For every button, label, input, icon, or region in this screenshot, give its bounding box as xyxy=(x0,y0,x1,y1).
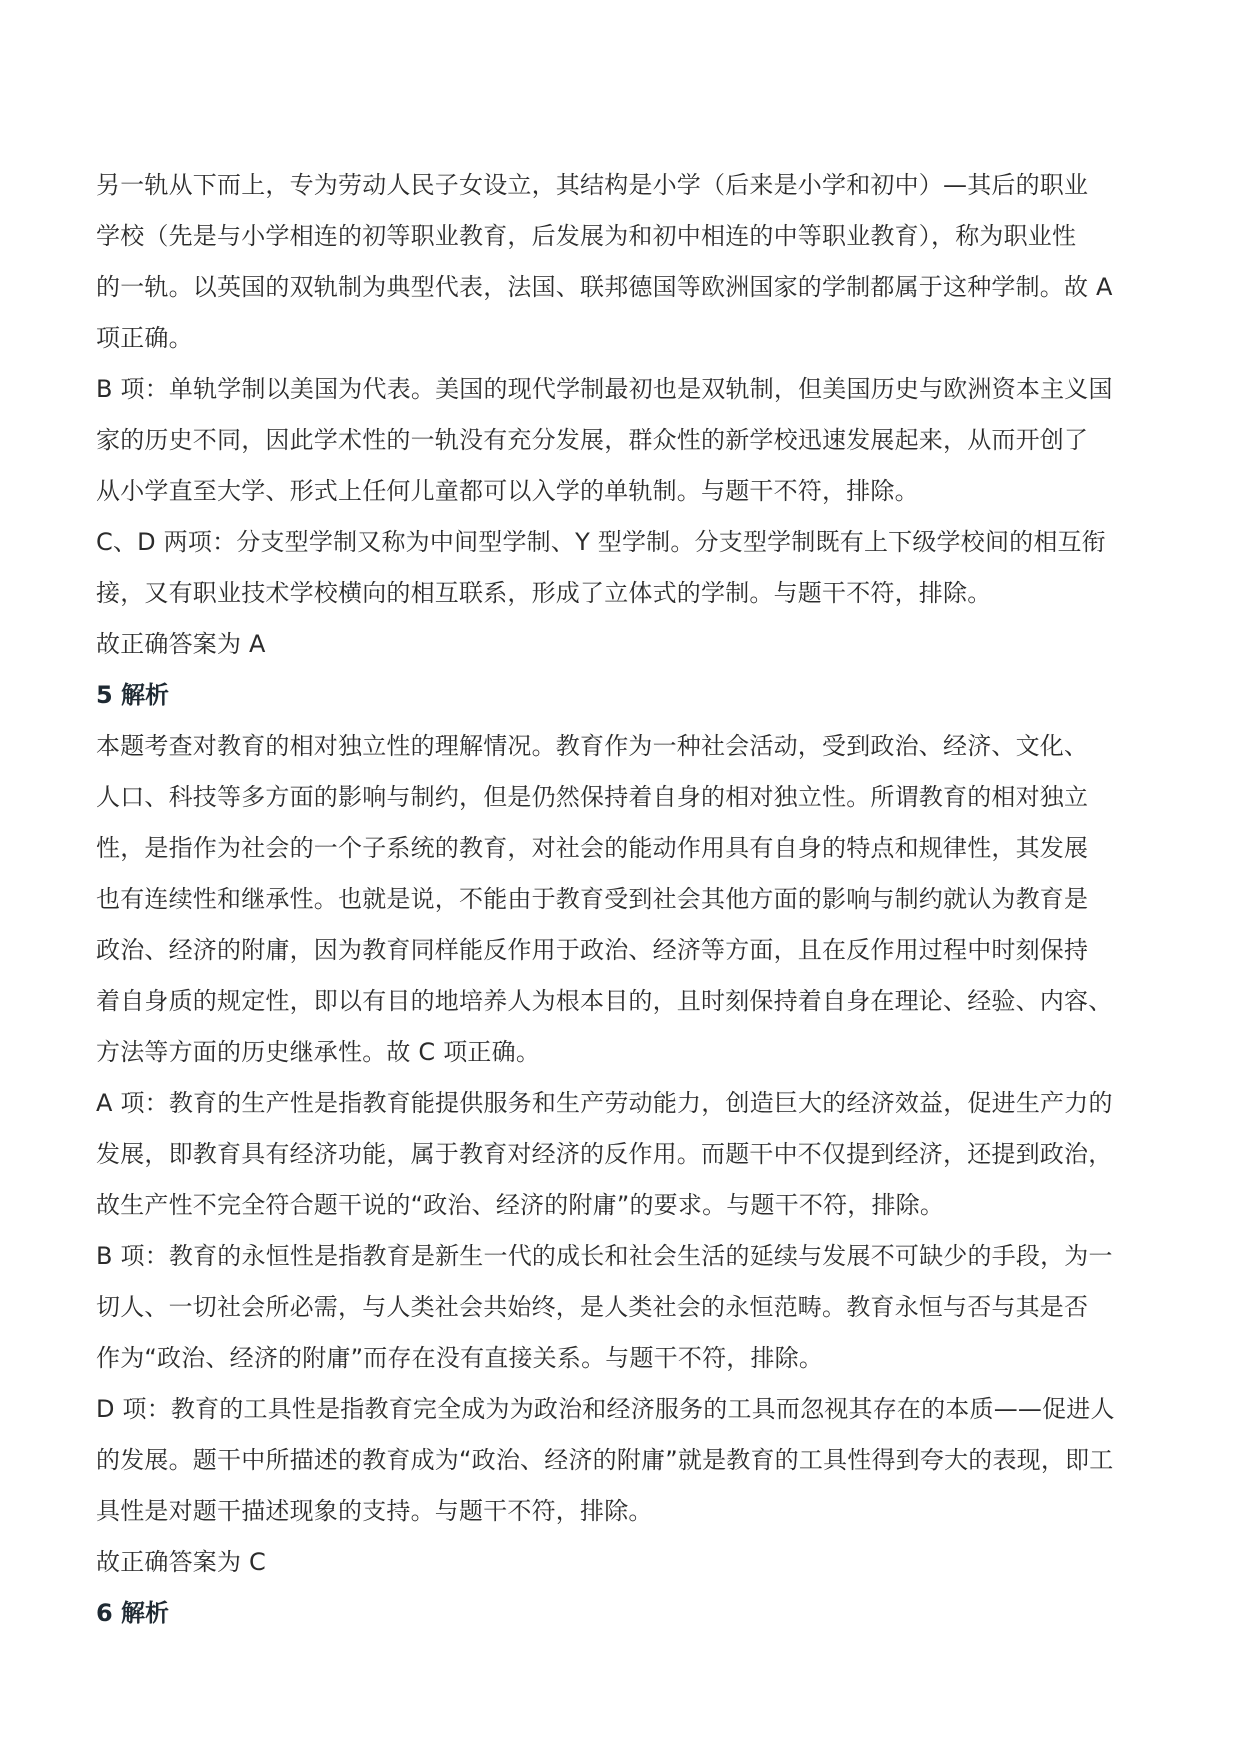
section-heading-6: 6 解析 xyxy=(96,1599,170,1627)
paragraph-option-d-instrumentality xyxy=(96,1384,1146,1537)
text-line: 家的历史不同，因此学术性的一轨没有充分发展，群众性的新学校迅速发展起来，从而开创了 xyxy=(96,426,1089,454)
paragraph-relative-independence xyxy=(96,721,1146,1078)
text-line: 的一轨。以英国的双轨制为典型代表，法国、联邦德国等欧洲国家的学制都属于这种学制。故 A xyxy=(96,273,1113,301)
text-line: 着自身质的规定性，即以有目的地培养人为根本目的，且时刻保持着自身在理论、经验、内容、 xyxy=(96,987,1113,1015)
text-line: A 项：教育的生产性是指教育能提供服务和生产劳动能力，创造巨大的经济效益，促进生产力的 xyxy=(96,1089,1113,1117)
text-line: 人口、科技等多方面的影响与制约，但是仍然保持着自身的相对独立性。所谓教育的相对独立 xyxy=(96,783,1089,811)
text-line: 本题考查对教育的相对独立性的理解情况。教育作为一种社会活动，受到政治、经济、文化、 xyxy=(96,732,1089,760)
text-line: B 项：教育的永恒性是指教育是新生一代的成长和社会生活的延续与发展不可缺少的手段，为一 xyxy=(96,1242,1113,1270)
text-line: 发展，即教育具有经济功能，属于教育对经济的反作用。而题干中不仅提到经济，还提到政治， xyxy=(96,1140,1113,1168)
text-line: 方法等方面的历史继承性。故 C 项正确。 xyxy=(96,1038,541,1066)
text-line: 具性是对题干描述现象的支持。与题干不符，排除。 xyxy=(96,1497,653,1525)
paragraph-dual-track xyxy=(96,160,1146,364)
text-line: 也有连续性和继承性。也就是说，不能由于教育受到社会其他方面的影响与制约就认为教育是 xyxy=(96,885,1089,913)
text-line: 学校（先是与小学相连的初等职业教育，后发展为和初中相连的中等职业教育），称为职业性 xyxy=(96,222,1077,250)
paragraph-option-b-single-track xyxy=(96,364,1146,517)
text-line: 故生产性不完全符合题干说的“政治、经济的附庸”的要求。与题干不符，排除。 xyxy=(96,1191,945,1219)
text-line: 另一轨从下而上，专为劳动人民子女设立，其结构是小学（后来是小学和初中）—其后的职业 xyxy=(96,171,1089,199)
text-line: 接，又有职业技术学校横向的相互联系，形成了立体式的学制。与题干不符，排除。 xyxy=(96,579,992,607)
text-line: 作为“政治、经济的附庸”而存在没有直接关系。与题干不符，排除。 xyxy=(96,1344,824,1372)
text-line: 项正确。 xyxy=(96,324,193,352)
section-heading-5: 5 解析 xyxy=(96,681,170,709)
paragraph-option-a-productivity xyxy=(96,1078,1146,1231)
answer-line-5: 故正确答案为 C xyxy=(96,1548,266,1576)
answer-line-4: 故正确答案为 A xyxy=(96,630,266,658)
text-line: 政治、经济的附庸，因为教育同样能反作用于政治、经济等方面，且在反作用过程中时刻保持 xyxy=(96,936,1089,964)
text-line: 从小学直至大学、形式上任何儿童都可以入学的单轨制。与题干不符，排除。 xyxy=(96,477,919,505)
text-line: D 项：教育的工具性是指教育完全成为为政治和经济服务的工具而忽视其存在的本质——促进人 xyxy=(96,1395,1115,1423)
paragraph-option-b-eternity xyxy=(96,1231,1146,1384)
text-line: C、D 两项：分支型学制又称为中间型学制、Y 型学制。分支型学制既有上下级学校间的相互衔 xyxy=(96,528,1106,556)
text-line: 切人、一切社会所必需，与人类社会共始终，是人类社会的永恒范畴。教育永恒与否与其是否 xyxy=(96,1293,1089,1321)
document-page xyxy=(96,160,1146,1639)
paragraph-option-cd-branch xyxy=(96,517,1146,619)
text-line: 性，是指作为社会的一个子系统的教育，对社会的能动作用具有自身的特点和规律性，其发展 xyxy=(96,834,1089,862)
text-line: B 项：单轨学制以美国为代表。美国的现代学制最初也是双轨制，但美国历史与欧洲资本主义国 xyxy=(96,375,1113,403)
text-line: 的发展。题干中所描述的教育成为“政治、经济的附庸”就是教育的工具性得到夸大的表现，即工 xyxy=(96,1446,1114,1474)
